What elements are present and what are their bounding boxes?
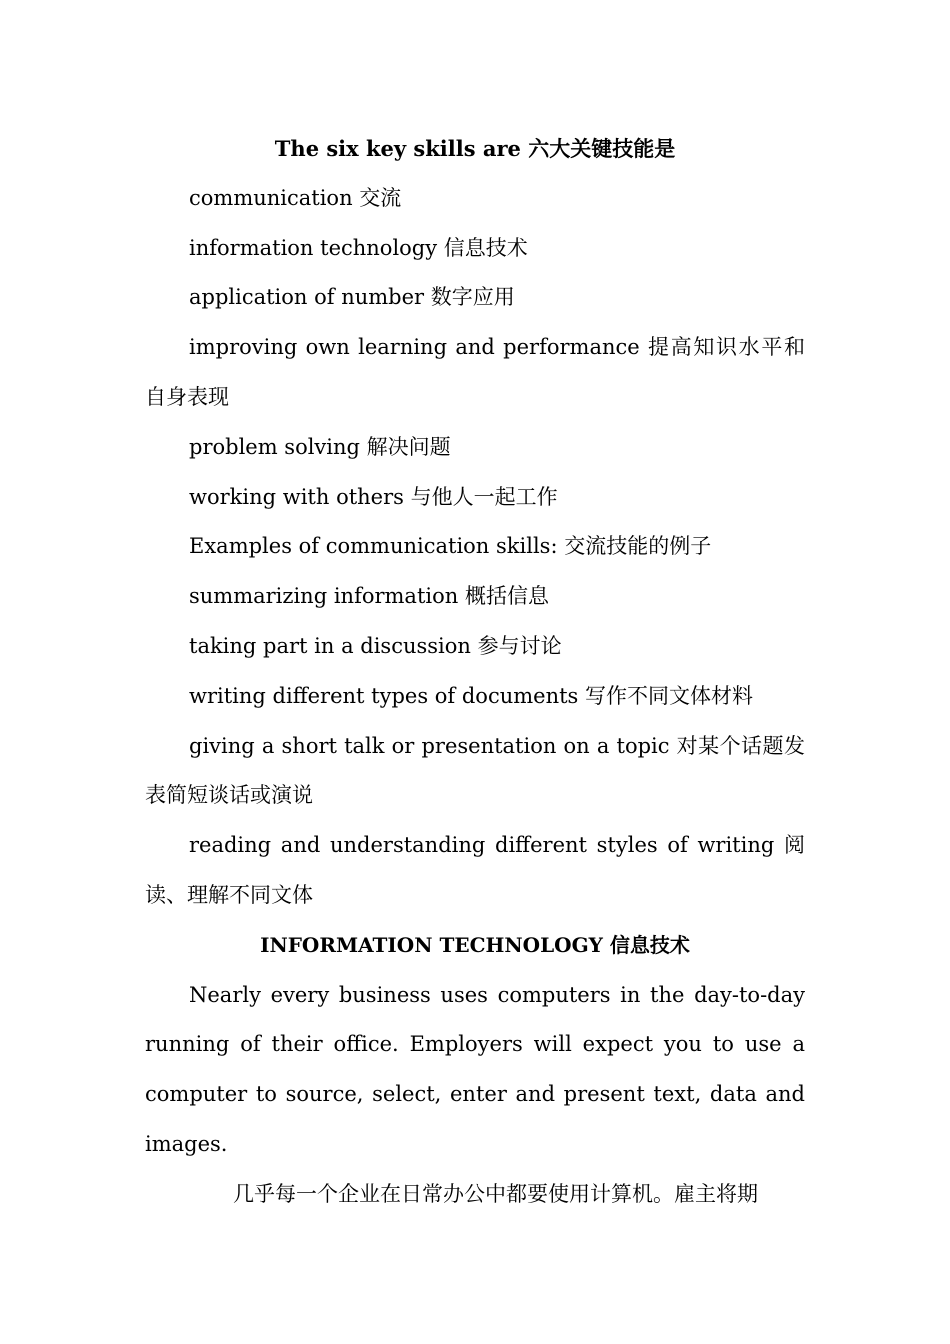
example-item: taking part in a discussion 参与讨论	[189, 633, 562, 658]
skill-item: working with others 与他人一起工作	[189, 484, 558, 509]
example-item: giving a short talk or presentation on a topic 对某个话题发表简短谈话或演说	[145, 733, 805, 808]
skill-item: application of number 数字应用	[189, 285, 515, 310]
skill-item: information technology 信息技术	[189, 235, 528, 260]
example-item: writing different types of documents 写作不同文体材料	[189, 683, 753, 708]
skill-item: problem solving 解决问题	[189, 434, 451, 459]
example-item: reading and understanding different styles of writing 阅读、理解不同文体	[145, 833, 805, 907]
paragraph-chinese: 几乎每一个企业在日常办公中都要使用计算机。雇主将期	[233, 1181, 758, 1206]
document-page	[145, 124, 805, 1220]
skill-item: communication 交流	[189, 185, 402, 210]
section-title: INFORMATION TECHNOLOGY 信息技术	[260, 932, 690, 957]
example-item: summarizing information 概括信息	[189, 584, 549, 609]
skill-item: improving own learning and performance 提高知识水平和自身表现	[145, 335, 805, 409]
examples-heading: Examples of communication skills: 交流技能的例子	[189, 534, 712, 559]
document-title: The six key skills are 六大关键技能是	[274, 136, 676, 161]
paragraph-english: Nearly every business uses computers in the day-to-day running of their office. Employers will expect you to use a computer to source, select, enter and present text, data and images.	[145, 982, 805, 1156]
